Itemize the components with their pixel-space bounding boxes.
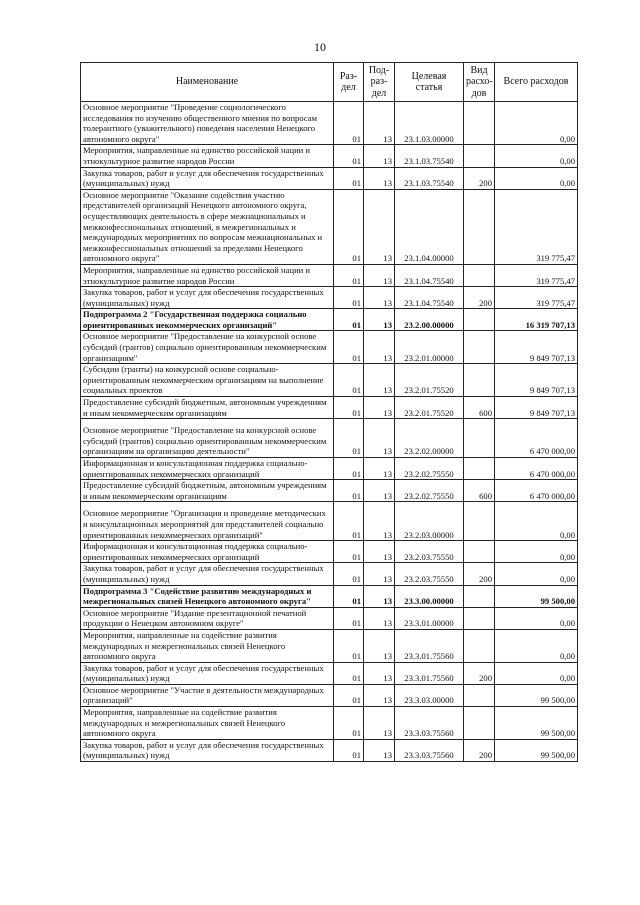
table-row — [81, 541, 578, 563]
cell-section: 01 — [334, 607, 364, 629]
cell-total: 0,00 — [495, 629, 578, 662]
cell-name: Закупка товаров, работ и услуг для обеспечения государственных (муниципальных) нужд — [81, 662, 334, 684]
cell-target: 23.2.02.75550 — [395, 458, 464, 480]
cell-section: 01 — [334, 662, 364, 684]
header-total: Всего расходов — [495, 63, 578, 102]
cell-name: Информационная и консультационная поддержка социально-ориентированных некоммерческих организаций — [81, 541, 334, 563]
cell-subsection: 13 — [364, 541, 395, 563]
cell-subsection: 13 — [364, 629, 395, 662]
cell-section: 01 — [334, 684, 364, 706]
cell-total: 319 775,47 — [495, 264, 578, 286]
cell-kind — [464, 331, 495, 364]
cell-subsection: 13 — [364, 309, 395, 331]
cell-kind — [464, 541, 495, 563]
cell-subsection: 13 — [364, 167, 395, 189]
cell-kind — [464, 419, 495, 458]
cell-subsection: 13 — [364, 585, 395, 607]
cell-section: 01 — [334, 541, 364, 563]
cell-subsection: 13 — [364, 287, 395, 309]
cell-name: Мероприятия, направленные на единство российской нации и этнокультурное развитие народов России — [81, 145, 334, 167]
cell-target: 23.1.03.75540 — [395, 145, 464, 167]
budget-table — [80, 62, 578, 762]
page-number: 10 — [314, 40, 326, 54]
cell-subsection: 13 — [364, 264, 395, 286]
cell-name: Закупка товаров, работ и услуг для обеспечения государственных (муниципальных) нужд — [81, 287, 334, 309]
table-header — [81, 63, 578, 102]
cell-total: 0,00 — [495, 145, 578, 167]
table-row — [81, 684, 578, 706]
cell-target: 23.2.01.75520 — [395, 397, 464, 419]
cell-kind — [464, 629, 495, 662]
table-row — [81, 502, 578, 541]
table-row — [81, 707, 578, 740]
cell-target: 23.3.03.00000 — [395, 684, 464, 706]
cell-subsection: 13 — [364, 662, 395, 684]
cell-kind: 600 — [464, 397, 495, 419]
cell-kind — [464, 102, 495, 145]
cell-subsection: 13 — [364, 102, 395, 145]
cell-total: 99 500,00 — [495, 585, 578, 607]
cell-name: Мероприятия, направленные на единство российской нации и этнокультурное развитие народов России — [81, 264, 334, 286]
cell-target: 23.2.01.00000 — [395, 331, 464, 364]
cell-kind — [464, 502, 495, 541]
cell-total: 0,00 — [495, 662, 578, 684]
cell-total: 99 500,00 — [495, 684, 578, 706]
header-row — [81, 63, 578, 102]
cell-target: 23.2.02.75550 — [395, 480, 464, 502]
table-row — [81, 287, 578, 309]
cell-target: 23.3.01.00000 — [395, 607, 464, 629]
cell-name: Основное мероприятие "Оказание содействия участию представителей организаций Ненецкого автономного округа, осуществляющих деятельность в сфере межнациональных и межконфессиональных отношений, в межрегиональных и международных мероприятиях по вопросам межнациональных и межконфессиональных отношений за пределами Ненецкого автономного округа" — [81, 189, 334, 264]
table-row — [81, 189, 578, 264]
cell-section: 01 — [334, 502, 364, 541]
cell-target: 23.2.03.00000 — [395, 502, 464, 541]
cell-total: 0,00 — [495, 167, 578, 189]
cell-section: 01 — [334, 707, 364, 740]
cell-target: 23.2.00.00000 — [395, 309, 464, 331]
table-row — [81, 264, 578, 286]
cell-total: 6 470 000,00 — [495, 419, 578, 458]
cell-name: Основное мероприятие "Издание презентационной печатной продукции о Ненецком автономном округе" — [81, 607, 334, 629]
cell-subsection: 13 — [364, 502, 395, 541]
cell-target: 23.1.04.75540 — [395, 287, 464, 309]
cell-target: 23.2.02.00000 — [395, 419, 464, 458]
cell-target: 23.1.03.75540 — [395, 167, 464, 189]
cell-kind: 200 — [464, 287, 495, 309]
cell-total: 0,00 — [495, 502, 578, 541]
cell-total: 0,00 — [495, 541, 578, 563]
cell-subsection: 13 — [364, 607, 395, 629]
cell-name: Закупка товаров, работ и услуг для обеспечения государственных (муниципальных) нужд — [81, 167, 334, 189]
cell-section: 01 — [334, 145, 364, 167]
cell-name: Основное мероприятие "Проведение социологического исследования по изучению общественного мнения по вопросам толерантного (уважительного) поведения населения Ненецкого автономного округа" — [81, 102, 334, 145]
cell-kind — [464, 189, 495, 264]
cell-target: 23.1.04.75540 — [395, 264, 464, 286]
cell-total: 319 775,47 — [495, 189, 578, 264]
cell-name: Основное мероприятие "Предоставление на конкурсной основе субсидий (грантов) социально ориентированным некоммерческим организациям" — [81, 331, 334, 364]
cell-name: Мероприятия, направленные на содействие развития международных и межрегиональных связей Ненецкого автономного округа — [81, 629, 334, 662]
cell-total: 9 849 707,13 — [495, 364, 578, 397]
cell-section: 01 — [334, 739, 364, 761]
cell-target: 23.3.01.75560 — [395, 662, 464, 684]
cell-kind — [464, 458, 495, 480]
cell-subsection: 13 — [364, 419, 395, 458]
cell-kind: 200 — [464, 662, 495, 684]
header-name: Наименование — [81, 63, 334, 102]
cell-name: Основное мероприятие "Предоставление на конкурсной основе субсидий (грантов) социально ориентированным некоммерческим организациям на организацию деятельности" — [81, 419, 334, 458]
cell-section: 01 — [334, 167, 364, 189]
table-row — [81, 629, 578, 662]
table-row — [81, 364, 578, 397]
cell-kind — [464, 264, 495, 286]
table-row — [81, 458, 578, 480]
cell-subsection: 13 — [364, 364, 395, 397]
cell-total: 0,00 — [495, 563, 578, 585]
cell-total: 16 319 707,13 — [495, 309, 578, 331]
cell-subsection: 13 — [364, 684, 395, 706]
table-row — [81, 563, 578, 585]
cell-section: 01 — [334, 102, 364, 145]
cell-total: 0,00 — [495, 607, 578, 629]
cell-subsection: 13 — [364, 145, 395, 167]
table-row — [81, 419, 578, 458]
cell-name: Закупка товаров, работ и услуг для обеспечения государственных (муниципальных) нужд — [81, 563, 334, 585]
cell-target: 23.1.03.00000 — [395, 102, 464, 145]
cell-name: Субсидии (гранты) на конкурсной основе социально-ориентированным некоммерческим организациям на выполнение социальных проектов — [81, 364, 334, 397]
cell-total: 99 500,00 — [495, 739, 578, 761]
cell-name: Мероприятия, направленные на содействие развития международных и межрегиональных связей Ненецкого автономного округа — [81, 707, 334, 740]
cell-section: 01 — [334, 419, 364, 458]
cell-target: 23.2.01.75520 — [395, 364, 464, 397]
header-subsection: Под- раз- дел — [364, 63, 395, 102]
cell-section: 01 — [334, 189, 364, 264]
cell-name: Предоставление субсидий бюджетным, автономным учреждениям и иным некоммерческим организациям — [81, 480, 334, 502]
cell-section: 01 — [334, 309, 364, 331]
table-row — [81, 480, 578, 502]
cell-name: Подпрограмма 2 "Государственная поддержка социально ориентированных некоммерческих организаций" — [81, 309, 334, 331]
cell-kind: 200 — [464, 739, 495, 761]
cell-section: 01 — [334, 397, 364, 419]
cell-kind: 200 — [464, 167, 495, 189]
header-target: Целевая статья — [395, 63, 464, 102]
cell-kind — [464, 707, 495, 740]
cell-subsection: 13 — [364, 707, 395, 740]
table-row — [81, 102, 578, 145]
cell-section: 01 — [334, 585, 364, 607]
table-row — [81, 167, 578, 189]
cell-subsection: 13 — [364, 458, 395, 480]
table-row — [81, 585, 578, 607]
table-row — [81, 309, 578, 331]
table-row — [81, 739, 578, 761]
cell-target: 23.2.03.75550 — [395, 541, 464, 563]
cell-section: 01 — [334, 480, 364, 502]
cell-name: Предоставление субсидий бюджетным, автономным учреждениям и иным некоммерческим организациям — [81, 397, 334, 419]
cell-target: 23.3.01.75560 — [395, 629, 464, 662]
cell-total: 9 849 707,13 — [495, 331, 578, 364]
cell-kind: 600 — [464, 480, 495, 502]
cell-target: 23.3.03.75560 — [395, 707, 464, 740]
header-section: Раз- дел — [334, 63, 364, 102]
cell-total: 0,00 — [495, 102, 578, 145]
cell-subsection: 13 — [364, 739, 395, 761]
cell-target: 23.2.03.75550 — [395, 563, 464, 585]
cell-kind — [464, 684, 495, 706]
cell-target: 23.1.04.00000 — [395, 189, 464, 264]
table-body — [81, 102, 578, 762]
table-row — [81, 145, 578, 167]
cell-kind — [464, 364, 495, 397]
cell-name: Основное мероприятие "Участие в деятельности международных организаций" — [81, 684, 334, 706]
cell-subsection: 13 — [364, 189, 395, 264]
cell-name: Закупка товаров, работ и услуг для обеспечения государственных (муниципальных) нужд — [81, 739, 334, 761]
cell-subsection: 13 — [364, 331, 395, 364]
cell-total: 6 470 000,00 — [495, 458, 578, 480]
cell-section: 01 — [334, 331, 364, 364]
table-row — [81, 331, 578, 364]
cell-name: Основное мероприятие "Организация и проведение методических и консультационных мероприятий для представителей социально ориентированных некоммерческих организаций" — [81, 502, 334, 541]
cell-kind — [464, 585, 495, 607]
cell-total: 9 849 707,13 — [495, 397, 578, 419]
cell-section: 01 — [334, 563, 364, 585]
cell-section: 01 — [334, 364, 364, 397]
cell-subsection: 13 — [364, 480, 395, 502]
cell-section: 01 — [334, 287, 364, 309]
cell-name: Информационная и консультационная поддержка социально-ориентированных некоммерческих организаций — [81, 458, 334, 480]
cell-target: 23.3.03.75560 — [395, 739, 464, 761]
cell-kind — [464, 309, 495, 331]
cell-subsection: 13 — [364, 563, 395, 585]
cell-subsection: 13 — [364, 397, 395, 419]
cell-total: 99 500,00 — [495, 707, 578, 740]
cell-total: 6 470 000,00 — [495, 480, 578, 502]
cell-name: Подпрограмма 3 "Содействие развитию международных и межрегиональных связей Ненецкого автономного округа" — [81, 585, 334, 607]
cell-total: 319 775,47 — [495, 287, 578, 309]
cell-section: 01 — [334, 264, 364, 286]
header-kind: Вид расхо- дов — [464, 63, 495, 102]
table-row — [81, 662, 578, 684]
cell-section: 01 — [334, 458, 364, 480]
table-row — [81, 607, 578, 629]
cell-target: 23.3.00.00000 — [395, 585, 464, 607]
cell-section: 01 — [334, 629, 364, 662]
cell-kind — [464, 145, 495, 167]
cell-kind: 200 — [464, 563, 495, 585]
table-row — [81, 397, 578, 419]
cell-kind — [464, 607, 495, 629]
